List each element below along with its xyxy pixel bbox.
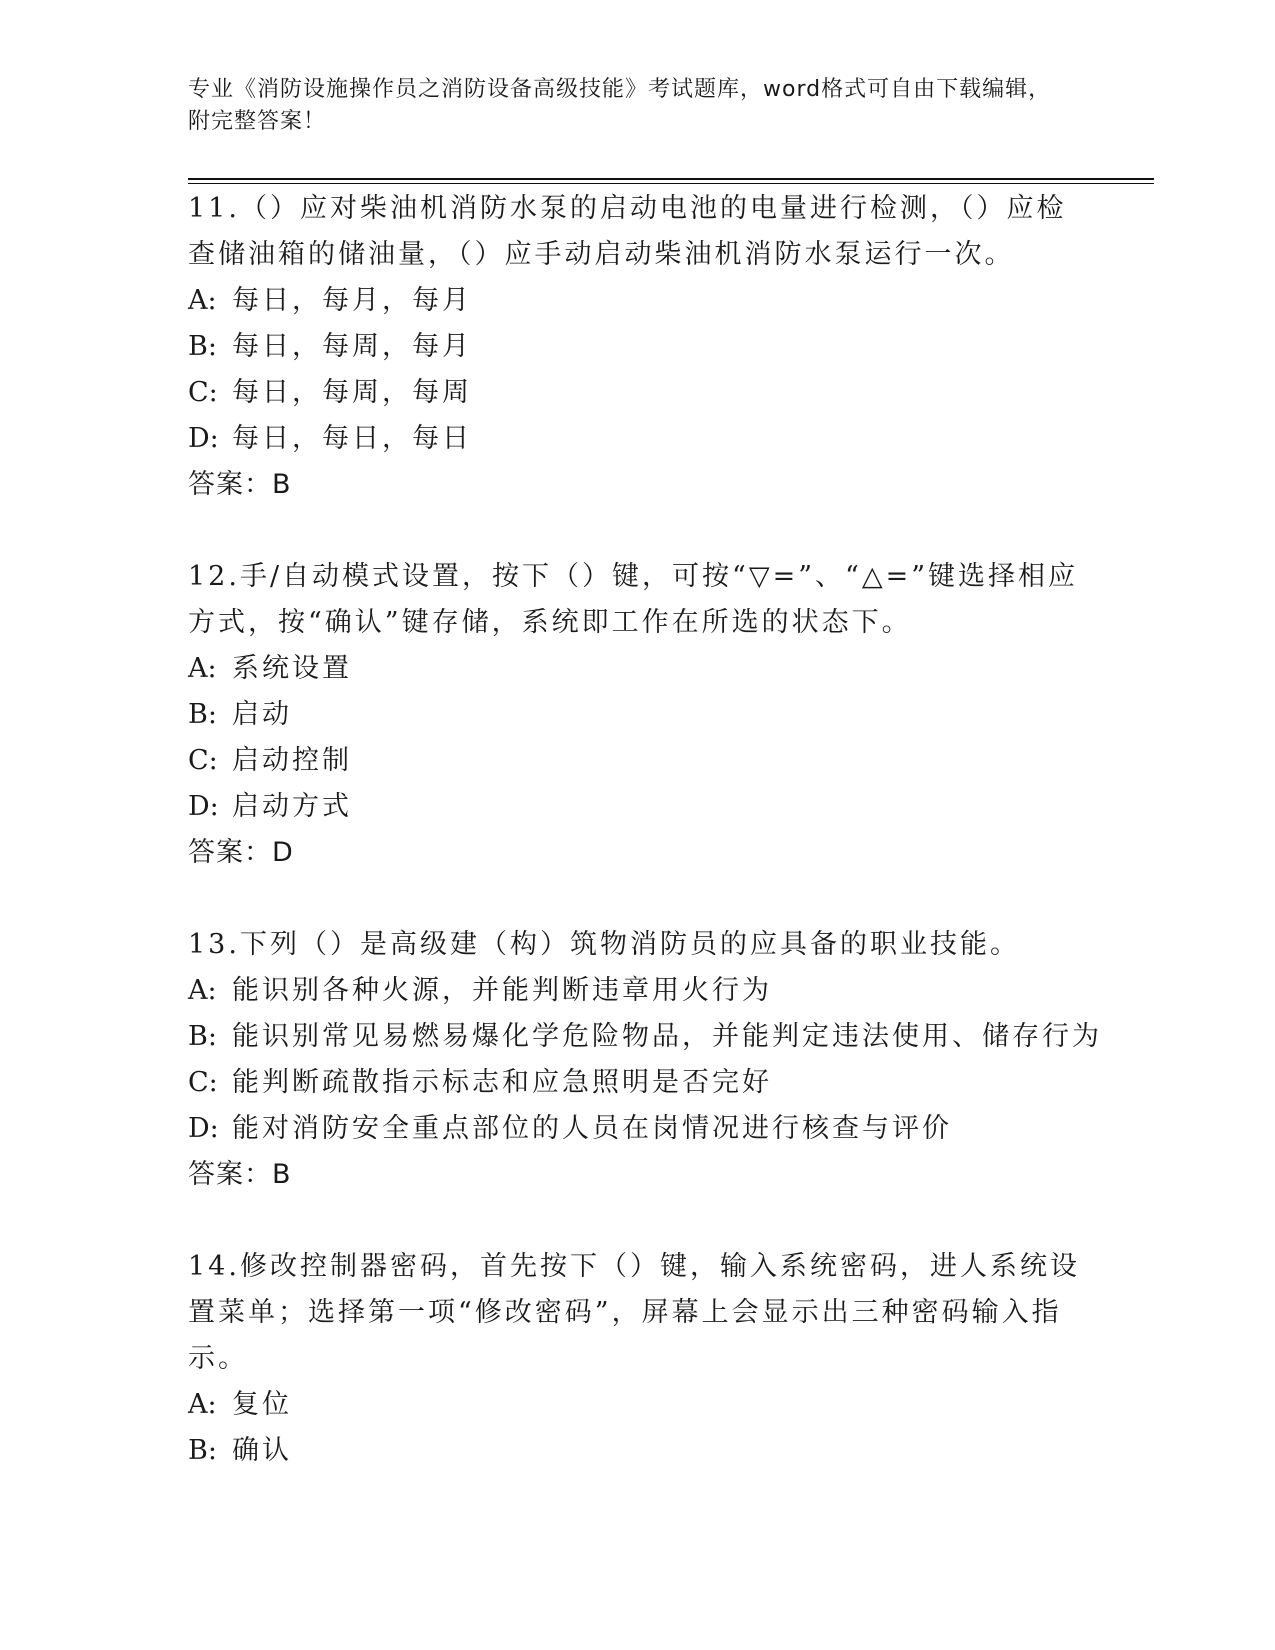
option-c bbox=[188, 1060, 1088, 1106]
option-text: 每日，每周，每周 bbox=[232, 377, 472, 408]
option-text: 能识别常见易燃易爆化学危险物品，并能判定违法使用、储存行为 bbox=[232, 1021, 1102, 1052]
question-11 bbox=[188, 186, 1088, 508]
question-text: 13.下列（）是高级建（构）筑物消防员的应具备的职业技能。 bbox=[188, 929, 1020, 960]
option-a bbox=[188, 1382, 1088, 1428]
option-c bbox=[188, 370, 1088, 416]
question-list bbox=[188, 186, 1102, 1520]
option-d bbox=[188, 1106, 1088, 1152]
question-text: 12.手/自动模式设置，按下（）键，可按“▽=”、“△=”键选择相应方式，按“确认”键存储，系统即工作在所选的状态下。 bbox=[188, 561, 1079, 638]
question-12 bbox=[188, 554, 1088, 876]
option-letter: C: bbox=[188, 1067, 218, 1098]
option-d bbox=[188, 416, 1088, 462]
answer-line: 答案：D bbox=[188, 837, 294, 868]
option-letter: B: bbox=[188, 1435, 217, 1466]
option-letter: A: bbox=[188, 975, 217, 1006]
question-13 bbox=[188, 922, 1102, 1198]
option-letter: B: bbox=[188, 699, 217, 730]
option-text: 启动控制 bbox=[232, 745, 352, 776]
document-intro: 专业《消防设施操作员之消防设备高级技能》考试题库，word格式可自由下载编辑，附完整答案！ bbox=[188, 77, 1052, 134]
question-text: 14.修改控制器密码，首先按下（）键，输入系统密码，进人系统设置菜单；选择第一项“修改密码”，屏幕上会显示出三种密码输入指示。 bbox=[188, 1251, 1080, 1374]
option-text: 确认 bbox=[232, 1435, 292, 1466]
option-text: 启动方式 bbox=[232, 791, 352, 822]
header-divider-thin bbox=[188, 183, 1154, 184]
option-letter: C: bbox=[188, 745, 218, 776]
option-text: 能对消防安全重点部位的人员在岗情况进行核查与评价 bbox=[232, 1113, 952, 1144]
option-letter: A: bbox=[188, 653, 217, 684]
option-a bbox=[188, 646, 1088, 692]
option-c bbox=[188, 738, 1088, 784]
option-text: 启动 bbox=[232, 699, 292, 730]
option-letter: A: bbox=[188, 1389, 217, 1420]
option-letter: D: bbox=[188, 791, 219, 822]
option-text: 复位 bbox=[232, 1389, 292, 1420]
option-letter: C: bbox=[188, 377, 218, 408]
question-14 bbox=[188, 1244, 1088, 1474]
option-a bbox=[188, 968, 1088, 1014]
option-text: 每日，每周，每月 bbox=[232, 331, 472, 362]
option-b bbox=[188, 324, 1088, 370]
option-b bbox=[188, 1428, 1088, 1474]
option-letter: D: bbox=[188, 1113, 219, 1144]
option-text: 能识别各种火源，并能判断违章用火行为 bbox=[232, 975, 772, 1006]
option-d bbox=[188, 784, 1088, 830]
option-b bbox=[188, 1014, 1102, 1060]
answer-line: 答案：B bbox=[188, 469, 292, 500]
option-letter: D: bbox=[188, 423, 219, 454]
option-b bbox=[188, 692, 1088, 738]
answer-line: 答案：B bbox=[188, 1159, 292, 1190]
option-letter: B: bbox=[188, 1021, 217, 1052]
option-text: 每日，每日，每日 bbox=[232, 423, 472, 454]
option-letter: A: bbox=[188, 285, 217, 316]
option-text: 每日，每月，每月 bbox=[232, 285, 472, 316]
option-text: 系统设置 bbox=[232, 653, 352, 684]
option-a bbox=[188, 278, 1088, 324]
question-text: 11.（）应对柴油机消防水泵的启动电池的电量进行检测，（）应检查储油箱的储油量，（）应手动启动柴油机消防水泵运行一次。 bbox=[188, 193, 1067, 270]
option-text: 能判断疏散指示标志和应急照明是否完好 bbox=[232, 1067, 772, 1098]
header-divider-thick bbox=[188, 178, 1154, 180]
option-letter: B: bbox=[188, 331, 217, 362]
